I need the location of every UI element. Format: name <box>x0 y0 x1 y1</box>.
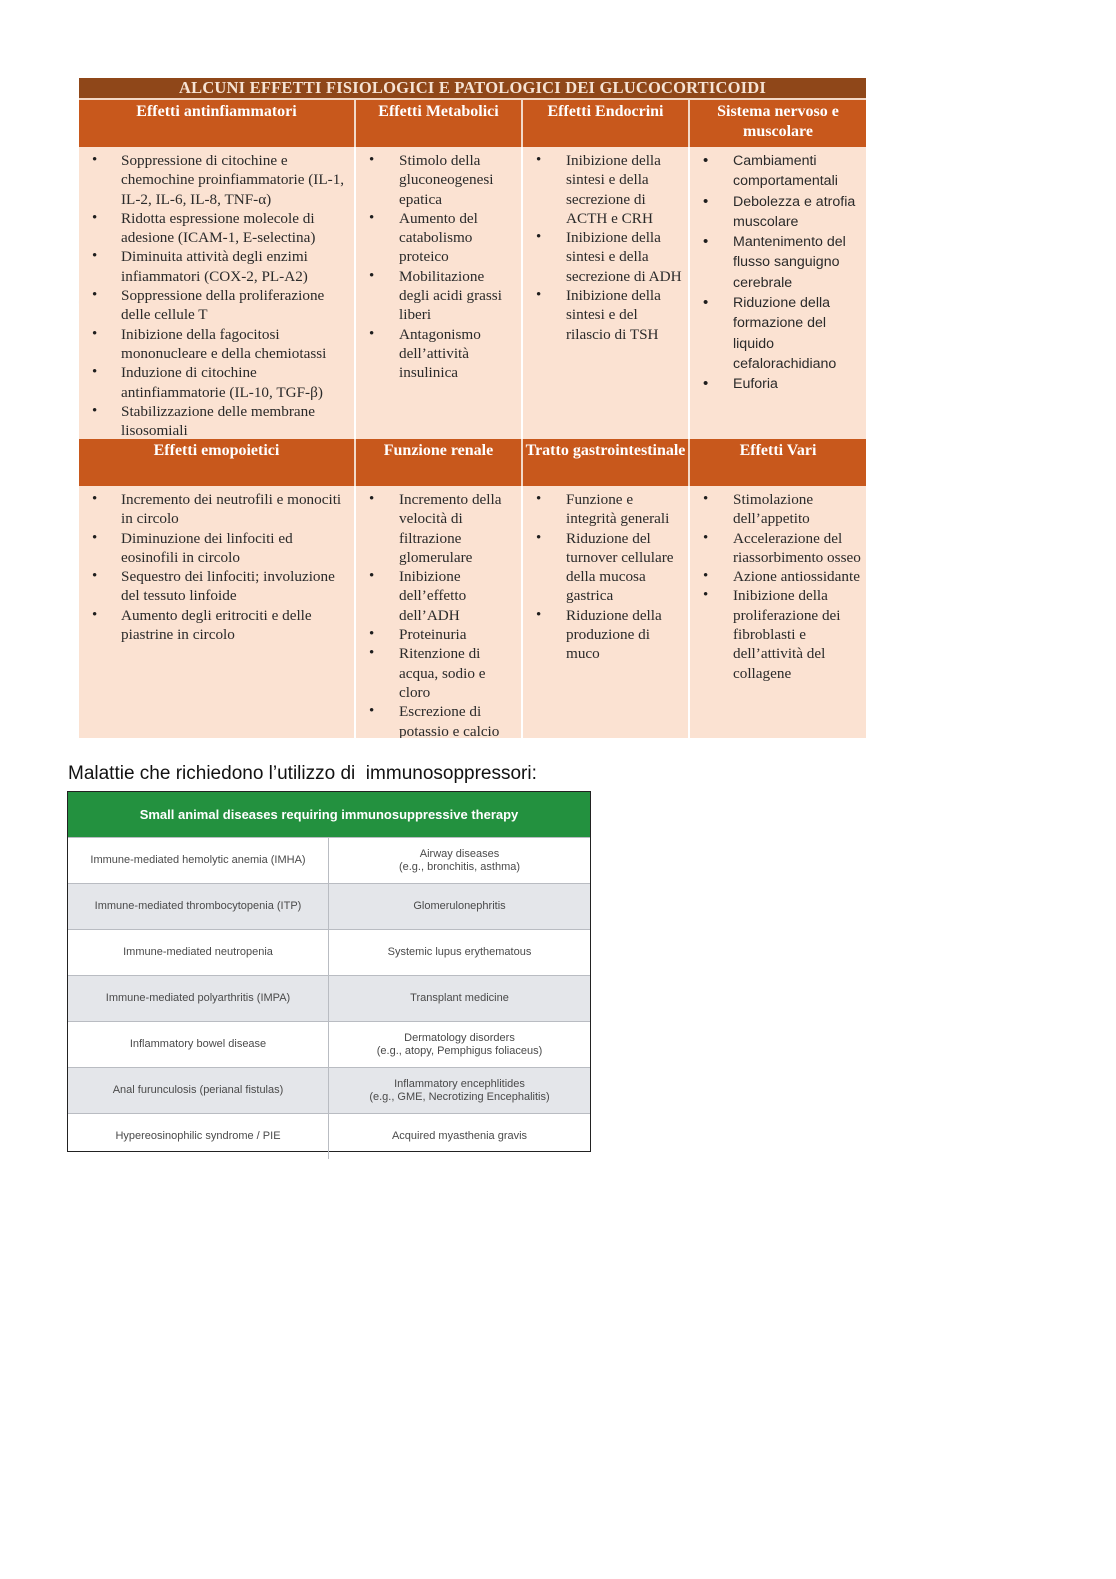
effects-cell <box>356 147 523 439</box>
effects-cell <box>523 147 690 439</box>
list-item: • Diminuzione dei linfociti ed eosinofili in circolo <box>89 529 350 568</box>
list-item: • Antagonismo dell’attività insulinica <box>366 325 517 383</box>
table-cell-line: Acquired myasthenia gravis <box>391 1130 528 1142</box>
list-item: • Inibizione della sintesi e della secrezione di ACTH e CRH <box>533 151 684 228</box>
effects-list <box>366 151 517 383</box>
list-item: • Incremento della velocità di filtrazione glomerulare <box>366 490 517 567</box>
effects-cell <box>79 486 356 738</box>
list-item: • Riduzione del turnover cellulare della mucosa gastrica <box>533 529 684 606</box>
list-item: • Diminuita attività degli enzimi infiammatori (COX-2, PL-A2) <box>89 247 350 286</box>
list-item: • Soppressione di citochine e chemochine proinfiammatorie (IL-1, IL-2, IL-6, IL-8, TNF-α) <box>89 151 350 209</box>
effects-list <box>533 151 684 344</box>
list-item: • Inibizione della sintesi e della secrezione di ADH <box>533 228 684 286</box>
effects-list <box>700 490 862 683</box>
list-item: • Stimolazione dell’appetito <box>700 490 862 529</box>
list-item: • Mantenimento del flusso sanguigno cerebrale <box>700 232 862 293</box>
effects-list <box>366 490 517 738</box>
table-cell-right <box>329 1114 590 1159</box>
list-item: • Ritenzione di acqua, sodio e cloro <box>366 644 517 702</box>
table-cell-line: Dermatology disorders <box>404 1031 515 1044</box>
effects-list <box>89 490 350 644</box>
table-row <box>68 1067 590 1113</box>
table-cell-left: Immune-mediated hemolytic anemia (IMHA) <box>68 838 329 883</box>
table-cell-left: Hypereosinophilic syndrome / PIE <box>68 1114 329 1159</box>
table-cell-right <box>329 1022 590 1067</box>
column-header: Sistema nervoso e muscolare <box>690 100 866 147</box>
table-row <box>68 1021 590 1067</box>
column-header: Effetti Endocrini <box>523 100 690 147</box>
table-row <box>68 883 590 929</box>
table-cell-right <box>329 1068 590 1113</box>
list-item: • Inibizione della proliferazione dei fibroblasti e dell’attività del collagene <box>700 586 862 682</box>
list-item: • Mobilitazione degli acidi grassi liberi <box>366 267 517 325</box>
effects-list <box>700 151 862 395</box>
list-item: • Escrezione di potassio e calcio <box>366 702 517 738</box>
table-cell-left: Immune-mediated neutropenia <box>68 930 329 975</box>
column-header: Effetti emopoietici <box>79 439 356 486</box>
list-item: • Cambiamenti comportamentali <box>700 151 862 192</box>
effects-cell <box>690 147 866 439</box>
list-item: • Aumento degli eritrociti e delle piastrine in circolo <box>89 606 350 645</box>
table-cell-line: Inflammatory encephlitides <box>394 1077 525 1090</box>
section-caption: Malattie che richiedono l’utilizzo di immunosoppressori: <box>68 763 537 784</box>
table-row <box>68 929 590 975</box>
effects-cell <box>356 486 523 738</box>
table-title: ALCUNI EFFETTI FISIOLOGICI E PATOLOGICI DEI GLUCOCORTICOIDI <box>79 78 866 100</box>
table-cell-right <box>329 930 590 975</box>
diseases-table <box>67 791 591 1152</box>
list-item: • Riduzione della formazione del liquido cefalorachidiano <box>700 293 862 374</box>
list-item: • Ridotta espressione molecole di adesione (ICAM-1, E-selectina) <box>89 209 350 248</box>
column-header: Funzione renale <box>356 439 523 486</box>
list-item: • Debolezza e atrofia muscolare <box>700 192 862 233</box>
table-cell-line: (e.g., GME, Necrotizing Encephalitis) <box>369 1090 550 1103</box>
effects-cell <box>690 486 866 738</box>
effects-cell <box>79 147 356 439</box>
table-cell-left: Inflammatory bowel disease <box>68 1022 329 1067</box>
effects-cell <box>523 486 690 738</box>
diseases-table-header: Small animal diseases requiring immunosuppressive therapy <box>68 792 590 837</box>
glucocorticoid-effects-table <box>79 78 866 738</box>
list-item: • Sequestro dei linfociti; involuzione del tessuto linfoide <box>89 567 350 606</box>
list-item: • Soppressione della proliferazione delle cellule T <box>89 286 350 325</box>
table-row <box>68 1113 590 1159</box>
column-header: Effetti Metabolici <box>356 100 523 147</box>
table-cell-right <box>329 884 590 929</box>
list-item: • Inibizione della sintesi e del rilascio di TSH <box>533 286 684 344</box>
list-item: • Inibizione della fagocitosi mononucleare e della chemiotassi <box>89 325 350 364</box>
list-item: • Funzione e integrità generali <box>533 490 684 529</box>
table-row <box>68 837 590 883</box>
list-item: • Stabilizzazione delle membrane lisosomiali <box>89 402 350 439</box>
list-item: • Aumento del catabolismo proteico <box>366 209 517 267</box>
table-cell-line: Transplant medicine <box>410 992 509 1004</box>
table-cell-line: Systemic lupus erythematous <box>387 946 532 958</box>
list-item: • Euforia <box>700 374 862 394</box>
effects-list <box>533 490 684 664</box>
table-cell-left: Immune-mediated thrombocytopenia (ITP) <box>68 884 329 929</box>
list-item: • Azione antiossidante <box>700 567 862 586</box>
table-cell-line: (e.g., atopy, Pemphigus foliaceus) <box>376 1044 543 1057</box>
effects-list <box>89 151 350 439</box>
column-header: Effetti Vari <box>690 439 866 486</box>
column-header: Tratto gastrointestinale <box>523 439 690 486</box>
table-cell-line: (e.g., bronchitis, asthma) <box>398 860 521 873</box>
column-header: Effetti antinfiammatori <box>79 100 356 147</box>
table-cell-right <box>329 838 590 883</box>
table-cell-left: Immune-mediated polyarthritis (IMPA) <box>68 976 329 1021</box>
list-item: • Stimolo della gluconeogenesi epatica <box>366 151 517 209</box>
table-row <box>68 975 590 1021</box>
list-item: • Induzione di citochine antinfiammatorie (IL-10, TGF-β) <box>89 363 350 402</box>
table-cell-right <box>329 976 590 1021</box>
list-item: • Incremento dei neutrofili e monociti in circolo <box>89 490 350 529</box>
table-cell-line: Glomerulonephritis <box>413 900 506 912</box>
diseases-table-body <box>68 837 590 1159</box>
list-item: • Proteinuria <box>366 625 517 644</box>
list-item: • Inibizione dell’effetto dell’ADH <box>366 567 517 625</box>
list-item: • Riduzione della produzione di muco <box>533 606 684 664</box>
table-cell-line: Airway diseases <box>419 847 500 860</box>
table-cell-left: Anal furunculosis (perianal fistulas) <box>68 1068 329 1113</box>
list-item: • Accelerazione del riassorbimento osseo <box>700 529 862 568</box>
